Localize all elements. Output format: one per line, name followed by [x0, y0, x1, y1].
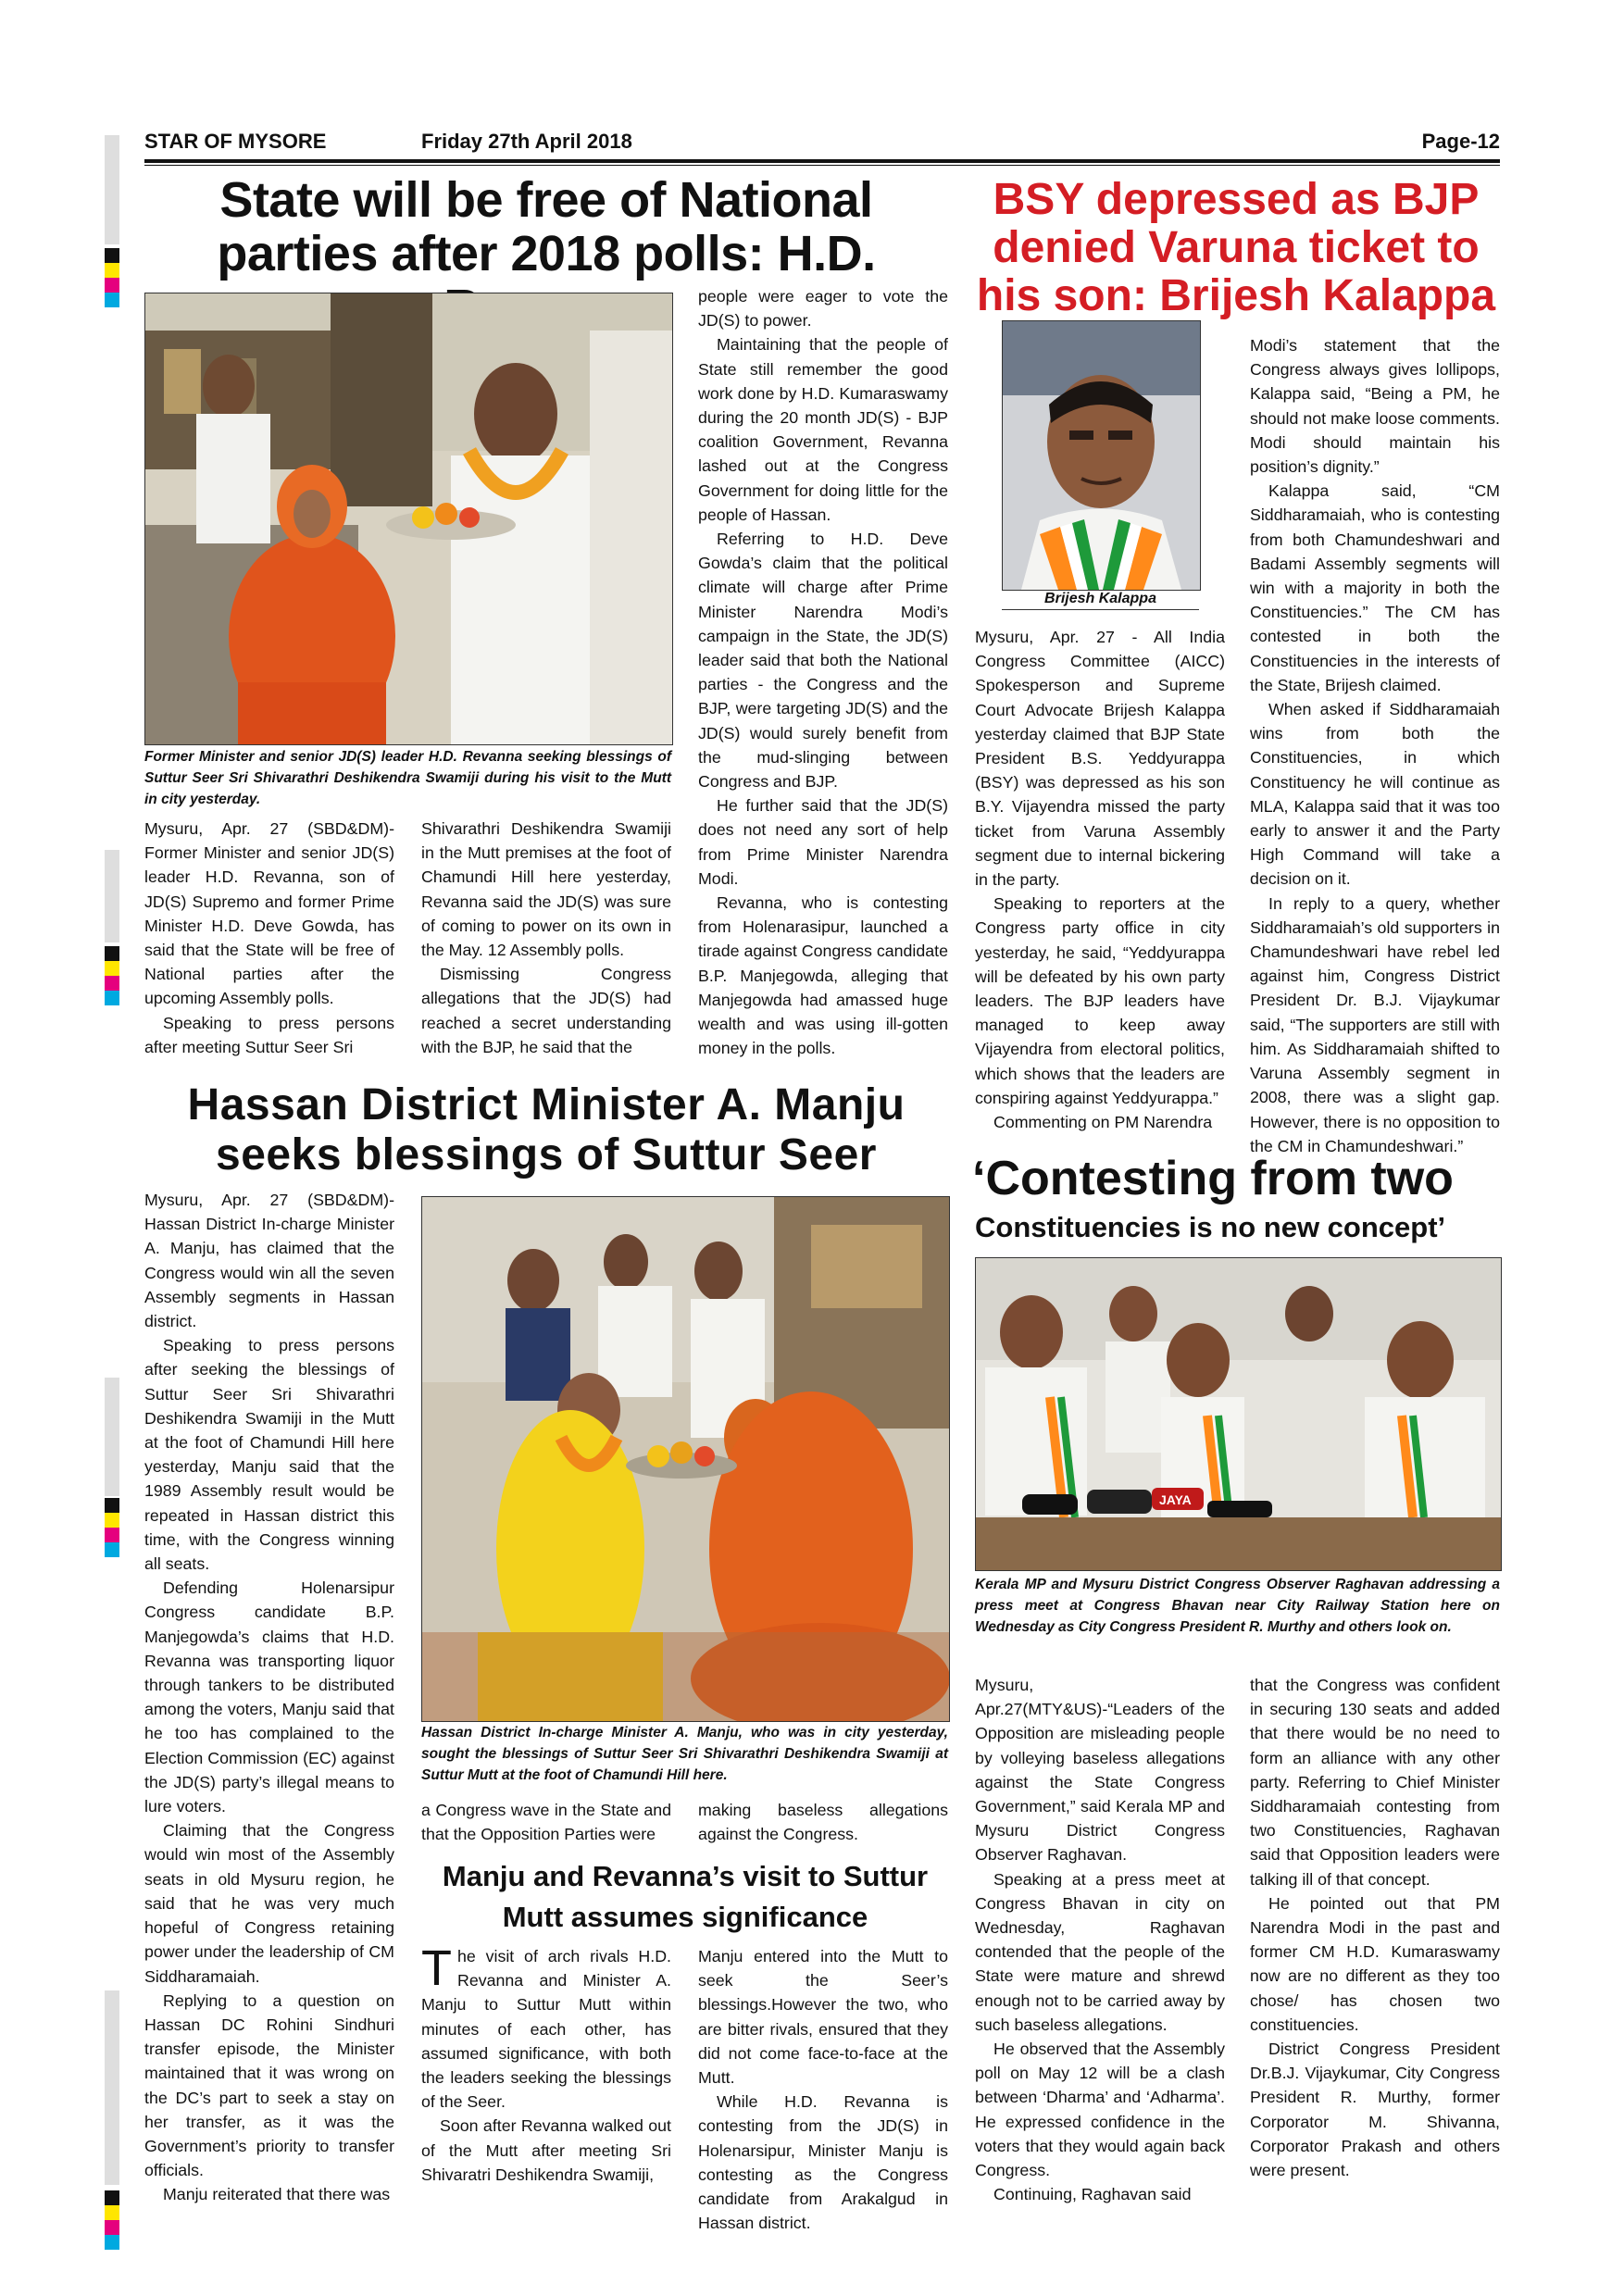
paragraph: Mysuru, Apr. 27 (SBD&DM)-Hassan District In-charge Minister A. Manju, has claimed that the Congress would win all the seven Assembly segments in Hassan district.	[144, 1191, 394, 1331]
registration-swatch-cyan	[105, 991, 119, 1005]
paragraph: Claiming that the Congress would win most of the Assembly seats in old Mysuru region, he said that he was very much hopeful of Congress retaining power under the leadership of CM Siddharamaiah.	[144, 1821, 394, 1986]
story2-headline: BSY depressed as BJP denied Varuna ticket to his son: Brijesh Kalappa	[976, 175, 1496, 320]
story3-col2	[421, 1940, 671, 2187]
paragraph: Defending Holenarsipur Congress candidate B.P. Manjegowda’s claims that H.D. Revanna was transporting liquor through tankers to be distributed among the voters, Manju said that he too has complained to the Election Commission (EC) against the JD(S) party’s illegal means to lure voters.	[144, 1578, 394, 1816]
paragraph: Speaking to press persons after seeking the blessings of Suttur Seer Sri Shivarathri Deshikendra Swamiji in the Mutt at the foot of Chamundi Hill here yesterday, Manju said that the 1989 Assembly result would be repeated in Hassan district this time, with the Congress winning all seats.	[144, 1336, 394, 1574]
story2-col2	[1250, 333, 1500, 1158]
story1-photo	[144, 293, 673, 745]
paragraph: In reply to a query, whether Siddharamaiah’s old supporters in Chamundeshwari have rebel led against him, Congress District President Dr. B.J. Vijaykumar said, “The supporters are still with him. As Siddharamaiah shifted to Varuna Assembly segment in 2008, there was a slight gap. However, there is no opposition to the CM in Chamundeshwari.”	[1250, 893, 1500, 1155]
registration-bar-bottom	[105, 1990, 119, 2185]
paragraph: that the Congress was confident in securing 130 seats and added that there would be no need to form an alliance with any other party. Referring to Chief Minister Siddharamaiah contesting from two Constituencies, Raghavan said that Opposition leaders were talking ill of that concept.	[1250, 1676, 1500, 1889]
paragraph: Speaking to reporters at the Congress party office in city yesterday, he said, “Yeddyurappa will be defeated by his own party leaders. The BJP leaders have managed to keep away Vijayendra from electoral politics, which shows that the leaders are conspiring against Yeddyurappa.”	[975, 894, 1225, 1107]
paragraph: people were eager to vote the JD(S) to power.	[698, 287, 948, 331]
paragraph: Mysuru, Apr.27(MTY&US)-“Leaders of the Opposition are misleading people by volleying baseless allegations against the State Congress Government,” said Kerala MP and Mysuru District Congress Observer Raghavan.	[975, 1676, 1225, 1865]
paragraph: Referring to H.D. Deve Gowda’s claim that the political climate will charge after Prime Minister Narendra Modi’s campaign in the State, the JD(S) leader said that both the National parties - the Congress and the BJP, were targeting JD(S) and the JD(S) would surely benefit from the mud-slinging between Congress and BJP.	[698, 530, 948, 792]
story3-headline: Hassan District Minister A. Manju seeks blessings of Suttur Seer	[187, 1080, 906, 1179]
masthead-rule-thin	[144, 165, 1500, 166]
registration-swatch-black	[105, 1498, 119, 1513]
story1-col1	[144, 817, 394, 1059]
paragraph: Mysuru, Apr. 27 (SBD&DM)-Former Minister and senior JD(S) leader H.D. Revanna, son of JD(S) Supremo and former Prime Minister H.D. Deve Gowda, has said that the State will be free of National parties after the upcoming Assembly polls.	[144, 819, 394, 1008]
story3-col2-top	[421, 1798, 671, 1846]
registration-swatch-yellow	[105, 2205, 119, 2220]
story1-headline: State will be free of National parties after 2018 polls: H.D.	[217, 172, 876, 281]
mic-label: JAYA	[1159, 1492, 1192, 1507]
registration-bar-mid	[105, 850, 119, 942]
registration-swatch-magenta	[105, 2220, 119, 2235]
drop-cap: T	[421, 1940, 452, 1996]
paragraph: Modi’s statement that the Congress always gives lollipops, Kalappa said, “Being a PM, he should not make loose comments. Modi should maintain his position’s dignity.”	[1250, 336, 1500, 477]
paragraph: Speaking to press persons after meeting Suttur Seer Sri	[144, 1013, 394, 1056]
paragraph: Soon after Revanna walked out of the Mutt after meeting Sri Shivaratri Deshikendra Swamiji,	[421, 2116, 671, 2184]
registration-swatch-cyan	[105, 2235, 119, 2250]
paragraph: Dismissing Congress allegations that the JD(S) had reached a secret understanding with the BJP, he said that the	[421, 965, 671, 1056]
registration-swatch-magenta	[105, 1528, 119, 1542]
registration-swatch-black	[105, 946, 119, 961]
registration-swatch-cyan	[105, 293, 119, 307]
story3-photo	[421, 1196, 950, 1722]
paragraph: Manju reiterated that there was	[163, 2185, 391, 2204]
paragraph: He further said that the JD(S) does not need any sort of help from Prime Minister Narendra Modi.	[698, 796, 948, 888]
story1-photo-caption: Former Minister and senior JD(S) leader H.D. Revanna seeking blessings of Suttur Seer Sri Shivarathri Deshikendra Swamiji during his visit to the Mutt in city yesterday.	[144, 749, 671, 807]
registration-bar-lower	[105, 1378, 119, 1496]
registration-bar-top	[105, 135, 119, 244]
paragraph	[421, 1940, 671, 2114]
paragraph: He pointed out that PM Narendra Modi in the past and former CM H.D. Kumaraswamy now are no different as they too chose/ has chosen two constituencies.	[1250, 1893, 1500, 2034]
story2-portrait	[1002, 320, 1201, 591]
paragraph: Replying to a question on Hassan DC Rohini Sindhuri transfer episode, the Minister maintained that it was wrong on the DC’s part to seek a stay on her transfer, as it was the Government’s priority to transfer officials.	[144, 1990, 394, 2180]
registration-swatch-cyan	[105, 1542, 119, 1557]
story3-subhead: Manju and Revanna’s visit to Suttur Mutt assumes significance	[442, 1860, 929, 1933]
story1-col2	[421, 817, 671, 1059]
story3-col3-top	[698, 1798, 948, 1846]
story4-photo-caption: Kerala MP and Mysuru District Congress Observer Raghavan addressing a press meet at Congress Bhavan near City Railway Station here on Wednesday as City Congress President R. Murthy and others look on.	[975, 1577, 1500, 1635]
paragraph: Kalappa said, “CM Siddharamaiah, who is contesting from both Chamundeshwari and Badami Assembly segments will win with a majority in both the Constituencies.” The CM has contested in both the Constituencies in the interests of the State, Brijesh claimed.	[1250, 481, 1500, 694]
registration-swatch-yellow	[105, 1513, 119, 1528]
story1-col3	[698, 284, 948, 1061]
story3-col3	[698, 1944, 948, 2235]
registration-swatch-black	[105, 2190, 119, 2205]
paragraph: District Congress President Dr.B.J. Vijaykumar, City Congress President R. Murthy, former Corporator M. Shivanna, Corporator Prakash and others were present.	[1250, 2040, 1500, 2180]
paragraph: When asked if Siddharamaiah wins from both the Constituencies, in which Constituency he will continue as MLA, Kalappa said that it was too early to answer it and the Party High Command will take a decision on it.	[1250, 700, 1500, 889]
registration-swatch-magenta	[105, 976, 119, 991]
registration-swatch-black	[105, 248, 119, 263]
paragraph: Revanna, who is contesting from Holenarasipur, launched a tirade against Congress candidate B.P. Manjegowda, alleging that Manjegowda had amassed huge wealth and was using ill-gotten money in the polls.	[698, 893, 948, 1058]
story4-headline-line1: ‘Contesting from two	[972, 1152, 1454, 1205]
paragraph: Shivarathri Deshikendra Swamiji in the Mutt premises at the foot of Chamundi Hill here yesterday, Revanna said the JD(S) was sure of coming to power on its own in the May. 12 Assembly polls.	[421, 819, 671, 960]
masthead-rule	[144, 159, 1500, 163]
paper-name: STAR OF MYSORE	[144, 130, 327, 153]
paragraph: Commenting on PM Narendra	[993, 1113, 1213, 1132]
paragraph: Mysuru, Apr. 27 - All India Congress Committee (AICC) Spokesperson and Supreme Court Advocate Brijesh Kalappa yesterday claimed that BJP State President B.S. Yeddyurappa (BSY) was depressed as his son B.Y. Vijayendra missed the party ticket from Varuna Assembly segment due to internal bickering in the party.	[975, 628, 1225, 890]
paragraph: He observed that the Assembly poll on May 12 will be a clash between ‘Dharma’ and ‘Adharma’. He expressed confidence in the voters that they would again back Congress.	[975, 2040, 1225, 2180]
registration-swatch-yellow	[105, 263, 119, 278]
story3-col1	[144, 1188, 394, 2207]
paragraph: Maintaining that the people of State still remember the good work done by H.D. Kumaraswamy during the 20 month JD(S) - BJP coalition Government, Revanna lashed out at the Congress Government for doing little for the people of Hassan.	[698, 335, 948, 524]
registration-swatch-yellow	[105, 961, 119, 976]
issue-date: Friday 27th April 2018	[421, 130, 632, 153]
story4-photo	[975, 1257, 1502, 1571]
story2-portrait-caption: Brijesh Kalappa	[1002, 591, 1199, 610]
story3-photo-caption: Hassan District In-charge Minister A. Manju, who was in city yesterday, sought the blessings of Suttur Seer Sri Shivarathri Deshikendra Swamiji at Suttur Mutt at the foot of Chamundi Hill here.	[421, 1725, 948, 1783]
masthead	[144, 130, 1500, 163]
paragraph: a Congress wave in the State and that the Opposition Parties were	[421, 1801, 671, 1844]
paragraph: making baseless allegations against the Congress.	[698, 1801, 948, 1844]
paragraph: Manju entered into the Mutt to seek the Seer’s blessings.However the two, who are bitter rivals, ensured that they did not come face-to-face at the Mutt.	[698, 1947, 948, 2088]
story4-col2	[1250, 1673, 1500, 2182]
story4-col1	[975, 1673, 1225, 2206]
registration-swatch-magenta	[105, 278, 119, 293]
paragraph: Speaking at a press meet at Congress Bhavan in city on Wednesday, Raghavan contended that the people of the State were mature and shrewd enough not to be carried away by such baseless allegations.	[975, 1869, 1225, 2034]
paragraph-text: he visit of arch rivals H.D. Revanna and Minister A. Manju to Suttur Mutt within minutes of each other, has assumed significance, with both the leaders seeking the blessings of the Seer.	[421, 1947, 671, 2112]
paragraph: While H.D. Revanna is contesting from the JD(S) in Holenarsipur, Minister Manju is contesting as the Congress candidate from Arakalgud in Hassan district.	[698, 2092, 948, 2233]
story4-headline-line2: Constituencies is no new concept’	[975, 1211, 1446, 1243]
story2-col1	[975, 625, 1225, 1134]
paragraph: Continuing, Raghavan said	[993, 2185, 1192, 2204]
page-number: Page-12	[1421, 130, 1500, 153]
